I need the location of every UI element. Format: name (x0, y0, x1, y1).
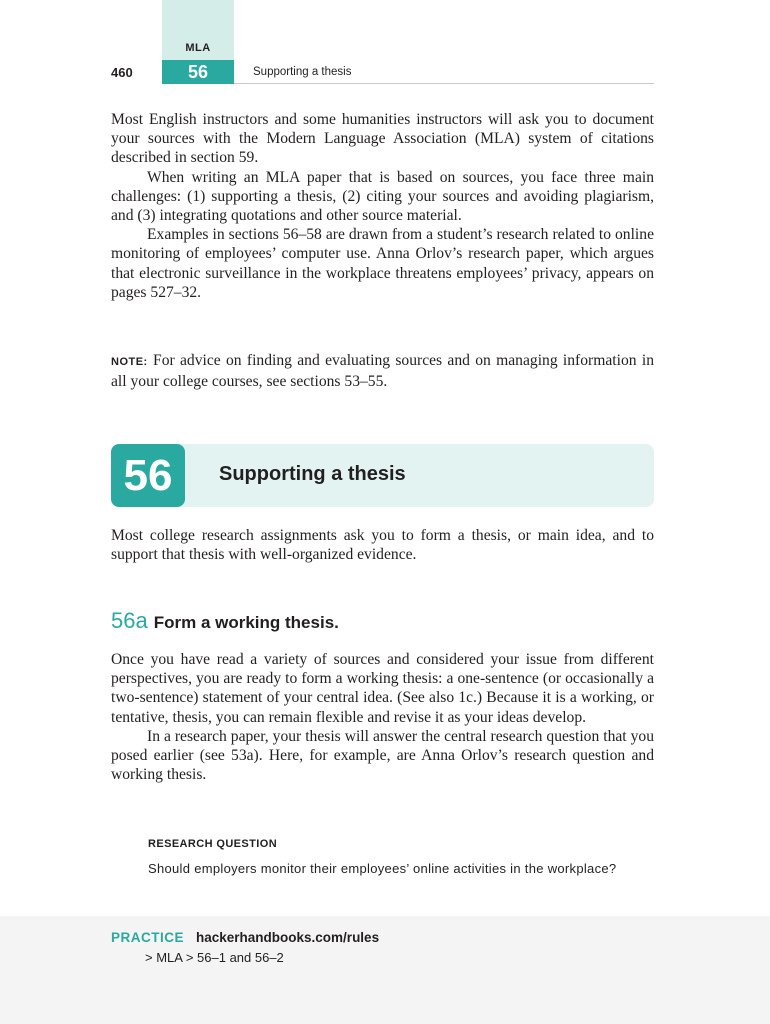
subsection-title: Form a working thesis. (153, 613, 339, 632)
section-intro (111, 526, 654, 564)
subsection-number: 56a (111, 608, 148, 633)
subsection-heading (111, 608, 339, 634)
practice-path: > MLA > 56–1 and 56–2 (145, 950, 284, 965)
section-banner (111, 444, 654, 507)
research-question-text: Should employers monitor their employees’ online activities in the workplace? (148, 861, 617, 876)
intro-paragraph-2: When writing an MLA paper that is based on sources, you face three main challenges: (1) supporting a thesis, (2) citing your sources and avoiding plagiarism, and (3) integrating quotations and other source material. (111, 168, 654, 225)
practice-label: PRACTICE (111, 930, 185, 945)
header-rule (234, 83, 654, 84)
subsection-paragraph-2: In a research paper, your thesis will answer the central research question that you posed earlier (see 53a). Here, for example, are Anna Orlov’s research question and working thesis. (111, 727, 654, 784)
intro-paragraph-3: Examples in sections 56–58 are drawn from a student’s research related to online monitoring of employees’ computer use. Anna Orlov’s research paper, which argues that electronic surveillance in the workplace threatens employees’ privacy, appears on pages 527–32. (111, 226, 654, 301)
note (111, 351, 654, 391)
note-label: NOTE: (111, 356, 148, 368)
intro-paragraph-1: Most English instructors and some humanities instructors will ask you to document your sources with the Modern Language Association (MLA) system of citations described in section 59. (111, 111, 654, 167)
subsection-paragraph-1: Once you have read a variety of sources and considered your issue from different perspectives, you are ready to form a working thesis: a one-sentence (or occasionally a two-sentence) statement of your central idea. (See also 1c.) Because it is a working, or tentative, thesis, you can remain flexible and revise it as your ideas develop. (111, 651, 654, 726)
research-question-label: RESEARCH QUESTION (148, 838, 278, 850)
tab-label: MLA (185, 42, 211, 54)
section-intro-paragraph: Most college research assignments ask you to form a thesis, or main idea, and to support that thesis with well-organized evidence. (111, 527, 654, 564)
intro-text (111, 110, 654, 302)
tab-section-number: 56 (162, 60, 234, 84)
subsection-body (111, 650, 654, 784)
page-number: 460 (111, 65, 133, 80)
note-text: For advice on finding and evaluating sources and on managing information in all your college courses, see sections 53–55. (111, 352, 654, 391)
section-title: Supporting a thesis (219, 463, 406, 485)
practice-link[interactable]: hackerhandbooks.com/rules (196, 930, 380, 945)
practice-line (111, 930, 379, 945)
section-number-badge: 56 (111, 444, 185, 507)
running-head: Supporting a thesis (253, 66, 352, 78)
